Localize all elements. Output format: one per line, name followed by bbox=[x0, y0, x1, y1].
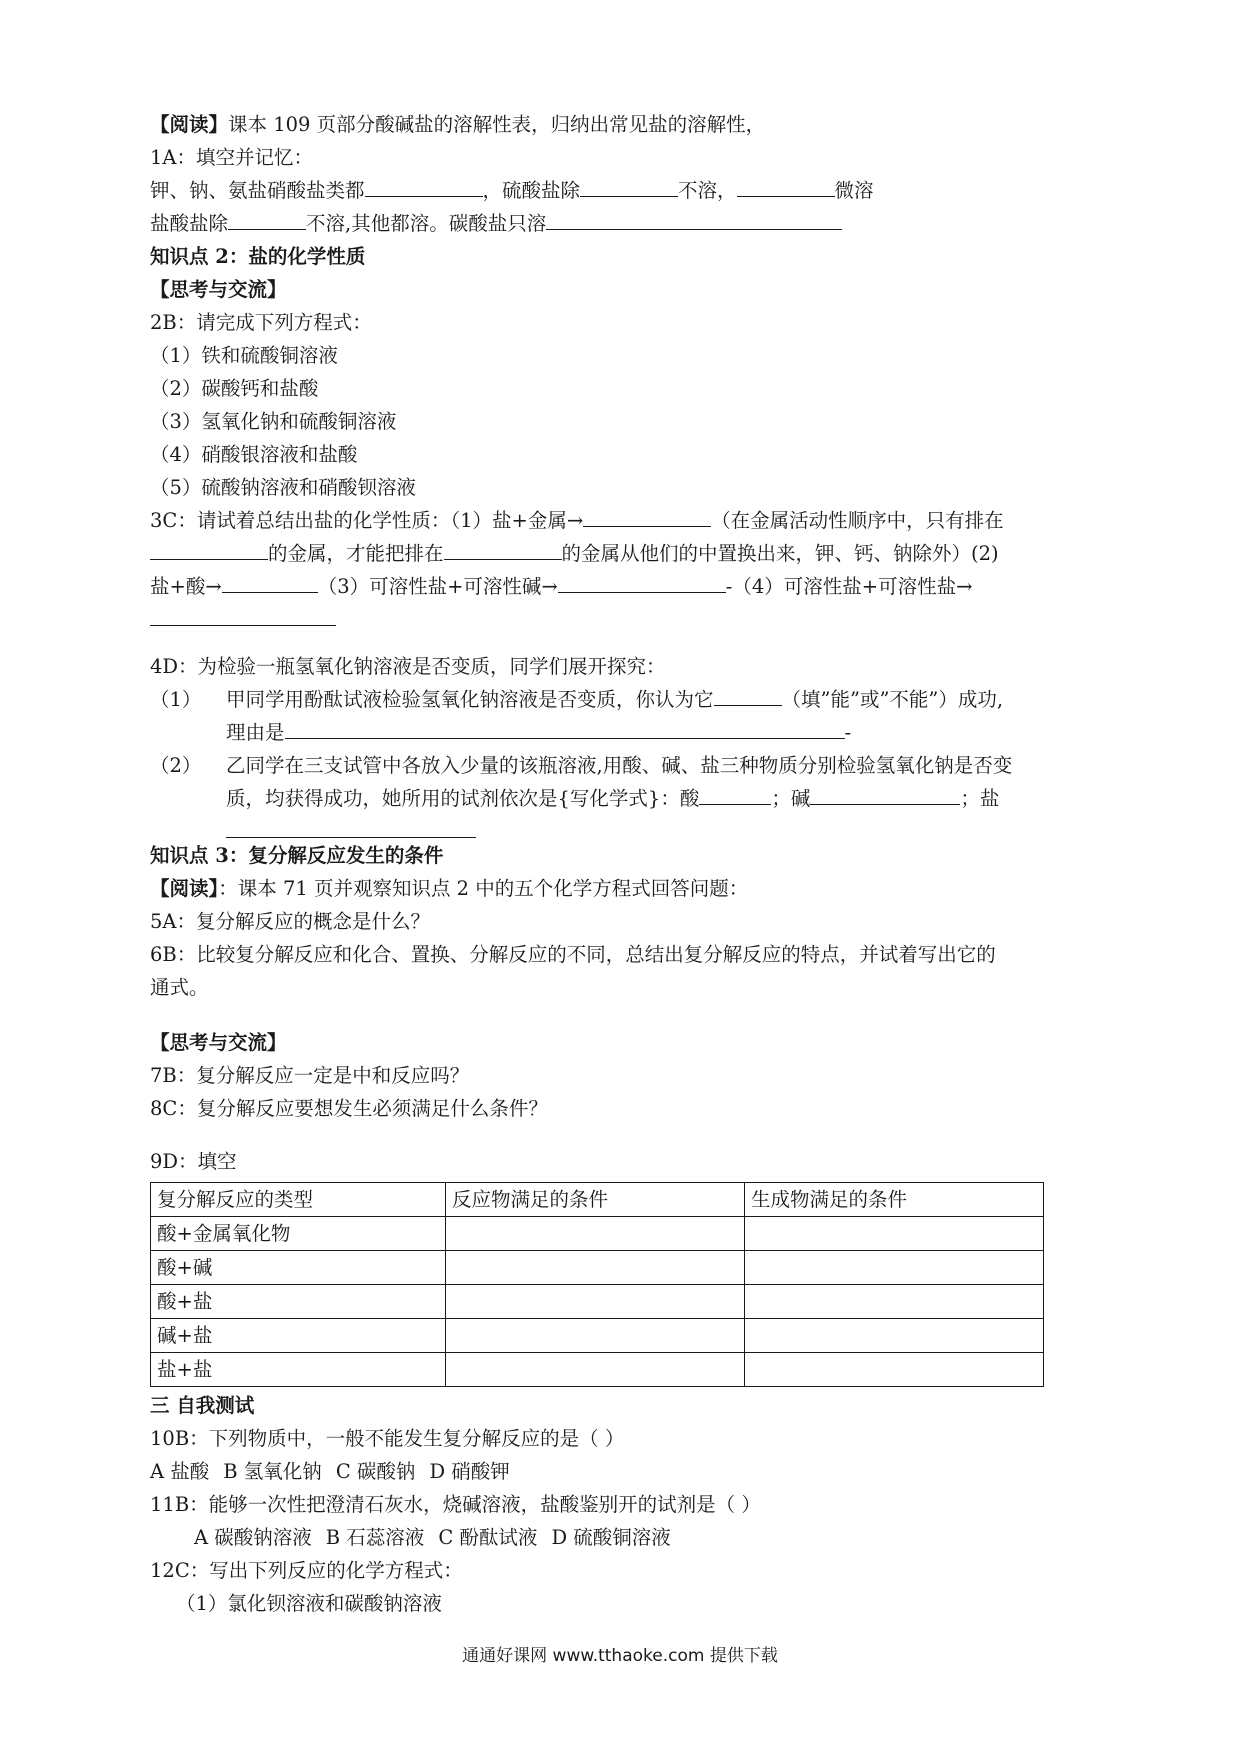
table-row bbox=[151, 1217, 1044, 1251]
blank[interactable] bbox=[150, 603, 336, 626]
list-item: （4）硝酸银溶液和盐酸 bbox=[150, 443, 358, 466]
table-row bbox=[151, 1251, 1044, 1285]
row-type: 酸+碱 bbox=[151, 1251, 446, 1285]
knowledge-point-2-title: 知识点 2：盐的化学性质 bbox=[150, 245, 366, 268]
answer-cell[interactable] bbox=[745, 1217, 1044, 1251]
blank[interactable] bbox=[580, 174, 678, 197]
table-row bbox=[151, 1285, 1044, 1319]
question-4d-2-blank bbox=[150, 815, 1110, 839]
answer-cell[interactable] bbox=[745, 1285, 1044, 1319]
reaction-conditions-table bbox=[150, 1182, 1044, 1387]
blank[interactable] bbox=[583, 504, 711, 527]
question-3c-line-4 bbox=[150, 603, 1110, 636]
row-type: 酸+金属氧化物 bbox=[151, 1217, 446, 1251]
question-2b: 2B：请完成下列方程式： bbox=[150, 311, 372, 334]
question-4d-1: （1） 甲同学用酚酞试液检验氢氧化钠溶液是否变质，你认为它 （填”能”或”不能”）成功, bbox=[150, 683, 1110, 716]
option[interactable]: D 硫酸铜溶液 bbox=[551, 1526, 671, 1549]
answer-cell[interactable] bbox=[745, 1319, 1044, 1353]
blank[interactable] bbox=[226, 815, 476, 838]
table-header: 生成物满足的条件 bbox=[745, 1183, 1044, 1217]
blank[interactable] bbox=[444, 537, 562, 560]
solubility-line-1: 钾、钠、氨盐硝酸盐类都 ，硫酸盐除 不溶， 微溶 bbox=[150, 174, 1110, 207]
question-10b: 10B：下列物质中，一般不能发生复分解反应的是（ ） bbox=[150, 1427, 625, 1450]
blank[interactable] bbox=[699, 782, 771, 805]
option[interactable]: A 盐酸 bbox=[150, 1460, 210, 1483]
blank[interactable] bbox=[546, 207, 842, 230]
row-type: 碱+盐 bbox=[151, 1319, 446, 1353]
question-4d: 4D：为检验一瓶氢氧化钠溶液是否变质，同学们展开探究： bbox=[150, 655, 666, 678]
question-11b: 11B：能够一次性把澄清石灰水，烧碱溶液，盐酸鉴别开的试剂是（ ） bbox=[150, 1493, 761, 1516]
table-row bbox=[151, 1353, 1044, 1387]
question-3c-line-1: 3C：请试着总结出盐的化学性质：（1）盐+金属→ （在金属活动性顺序中，只有排在 bbox=[150, 504, 1110, 537]
question-4d-2-cont: 质，均获得成功，她所用的试剂依次是{写化学式}：酸 ；碱 ；盐 bbox=[150, 782, 1110, 815]
list-item: （2）碳酸钙和盐酸 bbox=[150, 377, 319, 400]
question-11b-options bbox=[150, 1521, 1110, 1554]
option[interactable]: B 石蕊溶液 bbox=[325, 1526, 425, 1549]
answer-cell[interactable] bbox=[446, 1251, 745, 1285]
question-5a: 5A：复分解反应的概念是什么？ bbox=[150, 910, 430, 933]
answer-cell[interactable] bbox=[745, 1353, 1044, 1387]
list-item: （1）铁和硫酸铜溶液 bbox=[150, 344, 338, 367]
answer-cell[interactable] bbox=[446, 1217, 745, 1251]
blank[interactable] bbox=[558, 570, 726, 593]
think-exchange-heading-2: 【思考与交流】 bbox=[150, 1031, 287, 1054]
list-item: （3）氢氧化钠和硫酸铜溶液 bbox=[150, 410, 397, 433]
answer-cell[interactable] bbox=[446, 1285, 745, 1319]
knowledge-point-3-title: 知识点 3：复分解反应发生的条件 bbox=[150, 844, 444, 867]
blank[interactable] bbox=[365, 174, 483, 197]
table-row bbox=[151, 1319, 1044, 1353]
question-6b-cont: 通式。 bbox=[150, 976, 209, 999]
reading-line-2: 【阅读】：课本 71 页并观察知识点 2 中的五个化学方程式回答问题： bbox=[150, 877, 749, 900]
question-7b: 7B：复分解反应一定是中和反应吗？ bbox=[150, 1064, 470, 1087]
reading-line bbox=[150, 108, 1110, 141]
question-10b-options bbox=[150, 1455, 1110, 1488]
reading-label: 【阅读】 bbox=[150, 113, 229, 136]
question-8c: 8C：复分解反应要想发生必须满足什么条件？ bbox=[150, 1097, 548, 1120]
solubility-line-2: 盐酸盐除 不溶,其他都溶。碳酸盐只溶 bbox=[150, 207, 1110, 240]
option[interactable]: D 硝酸钾 bbox=[429, 1460, 510, 1483]
list-item: （5）硫酸钠溶液和硝酸钡溶液 bbox=[150, 476, 416, 499]
blank[interactable] bbox=[810, 782, 960, 805]
row-type: 盐+盐 bbox=[151, 1353, 446, 1387]
question-1a: 1A：填空并记忆： bbox=[150, 146, 313, 169]
blank[interactable] bbox=[737, 174, 835, 197]
table-header: 复分解反应的类型 bbox=[151, 1183, 446, 1217]
worksheet-page bbox=[150, 108, 1110, 1620]
question-4d-1-reason: 理由是 - bbox=[150, 716, 1110, 749]
option[interactable]: C 碳酸钠 bbox=[335, 1460, 416, 1483]
question-9d: 9D：填空 bbox=[150, 1150, 237, 1173]
row-type: 酸+盐 bbox=[151, 1285, 446, 1319]
option[interactable]: B 氢氧化钠 bbox=[223, 1460, 322, 1483]
think-exchange-heading: 【思考与交流】 bbox=[150, 278, 287, 301]
table-header-row bbox=[151, 1183, 1044, 1217]
question-12c-1: （1）氯化钡溶液和碳酸钠溶液 bbox=[176, 1592, 442, 1615]
blank[interactable] bbox=[150, 537, 268, 560]
answer-cell[interactable] bbox=[745, 1251, 1044, 1285]
question-3c-line-2: 的金属，才能把排在 的金属从他们的中置换出来，钾、钙、钠除外）(2) bbox=[150, 537, 1110, 570]
blank[interactable] bbox=[228, 207, 306, 230]
table-header: 反应物满足的条件 bbox=[446, 1183, 745, 1217]
page-footer: 通通好课网 www.tthaoke.com 提供下载 bbox=[462, 1646, 778, 1666]
blank[interactable] bbox=[222, 570, 318, 593]
question-4d-2: （2） 乙同学在三支试管中各放入少量的该瓶溶液,用酸、碱、盐三种物质分别检验氢氧化钠是否变 bbox=[150, 754, 1013, 777]
question-3c-line-3: 盐+酸→ （3）可溶性盐+可溶性碱→ -（4）可溶性盐+可溶性盐→ bbox=[150, 570, 1110, 603]
reading-text: 课本 109 页部分酸碱盐的溶解性表，归纳出常见盐的溶解性， bbox=[228, 113, 766, 136]
option[interactable]: C 酚酞试液 bbox=[438, 1526, 538, 1549]
answer-cell[interactable] bbox=[446, 1353, 745, 1387]
question-6b: 6B：比较复分解反应和化合、置换、分解反应的不同，总结出复分解反应的特点，并试着写出它的 bbox=[150, 943, 996, 966]
option[interactable]: A 碳酸钠溶液 bbox=[194, 1526, 312, 1549]
answer-cell[interactable] bbox=[446, 1319, 745, 1353]
blank[interactable] bbox=[285, 716, 845, 739]
blank[interactable] bbox=[714, 683, 782, 706]
self-test-title: 三 自我测试 bbox=[150, 1394, 255, 1417]
question-12c: 12C：写出下列反应的化学方程式： bbox=[150, 1559, 463, 1582]
